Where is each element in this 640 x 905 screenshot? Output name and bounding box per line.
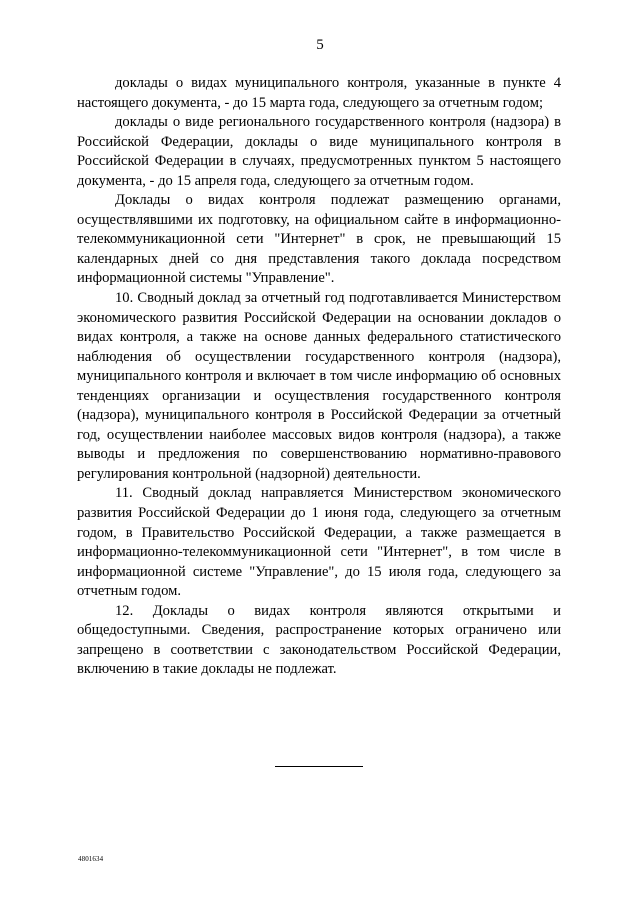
paragraph-reports-publication: Доклады о видах контроля подлежат размещению органами, осуществлявшими их подготовку, на официальном сайте в информационно-телекоммуникационной сети "Интернет" в срок, не превышающий 15 календарных дней со дня представления такого доклада посредством информационной системы "Управление". <box>77 192 561 287</box>
paragraph-municipal-reports-deadline: доклады о видах муниципального контроля, указанные в пункте 4 настоящего документа, - до 15 марта года, следующего за отчетным годом; <box>77 75 561 111</box>
end-separator-line <box>275 766 363 767</box>
document-code: 4801634 <box>78 855 104 863</box>
document-body <box>77 74 561 680</box>
paragraph-item-12: 12. Доклады о видах контроля являются открытыми и общедоступными. Сведения, распространение которых ограничено или запрещено в соответствии с законодательством Российской Федерации, включению в такие доклады не подлежат. <box>77 602 561 678</box>
paragraph-regional-reports-deadline: доклады о виде регионального государственного контроля (надзора) в Российской Федерации, доклады о виде муниципального контроля в Российской Федерации в случаях, предусмотренных пунктом 5 настоящего документа, - до 15 апреля года, следующего за отчетным годом. <box>77 114 561 189</box>
paragraph-item-10: 10. Сводный доклад за отчетный год подготавливается Министерством экономического развития Российской Федерации на основании докладов о видах контроля, а также на основе данных федерального статистического наблюдения об осуществлении государственного контроля (надзора), муниципального контроля и включает в том числе информацию об основных тенденциях организации и осуществления государственного контроля (надзора), муниципального контроля в Российской Федерации за отчетный год, осуществлении наиболее массовых видов контроля (надзора), а также выводы и предложения по совершенствованию нормативно-правового регулирования контрольной (надзорной) деятельности. <box>77 290 561 482</box>
paragraph-item-11: 11. Сводный доклад направляется Министерством экономического развития Российской Федерации до 1 июня года, следующего за отчетным годом, в Правительство Российской Федерации, а также размещается в информационно-телекоммуникационной сети "Интернет", в том числе в информационной системе "Управление", до 15 июля года, следующего за отчетным годом. <box>77 485 561 600</box>
page-number: 5 <box>316 37 324 53</box>
